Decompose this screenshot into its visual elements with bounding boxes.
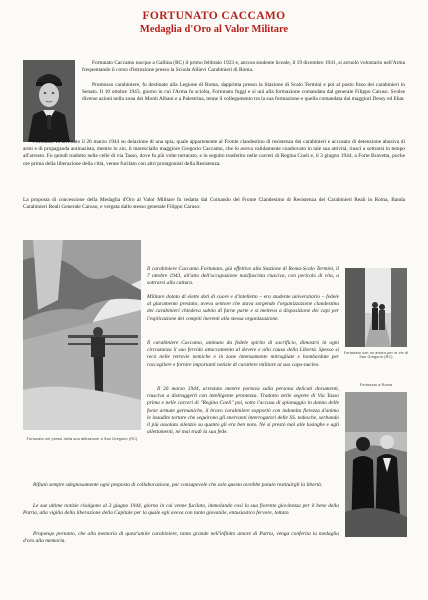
portrait-photo xyxy=(23,60,75,142)
quote-paragraph-1: Il carabiniere Caccamo Fortunato, già effettivo alla Stazione di Roma-Scalo Termini, il 7 ottobre 1943, all'atto dell'occupazione nazifascista riusciva, con pericolo di vita, a sottrarsi alla cattura. xyxy=(147,266,339,287)
quote-paragraph-4a: Il 26 marzo 1944, arrestato mentre portava sulla persona delicati documenti, riusciva a distruggerli con intelligente prontezza. Tradotto nelle segrete di Via Tasso prima e nelle carceri di "Regina Coeli" poi, sotto l'accusa di spionaggio in danno delle forze armate germaniche, il bravo carabiniere sopportò con indomita fierezza d'animo le inaudite torture che seguirono gli snervanti interrogatori delle SS. tedesche, serbando il più assoluto silenzio su quanto gli era ben noto. Né si prestò mai alle lusinghe e agli allettamenti, né mai tradì la sua fede. xyxy=(147,386,339,436)
caption-left: Fortunato nei pressi della sua abitazione a San Gregorio (RC) xyxy=(26,437,138,441)
quote-paragraph-3: Il carabiniere Caccamo, animato da fedele spirito di sacrificio, dimostrò in ogni circostanza il suo fervido attaccamento al dovere e alla causa della Libertà. Spesso si recò nelle retrovie nemiche e in zone intensamente mitragliate e bombardate per raccogliere e fornire importanti notizie di carattere militare al suo capo-nucleo. xyxy=(147,340,339,368)
photo-house xyxy=(23,240,141,430)
quote-paragraph-7: Proponqo pertanto, che alla memoria di quest'umile carabiniere, tanto grande nell'infinito amore di Patria, venga conferita la medaglia d'oro alla memoria. xyxy=(23,531,339,545)
photo-rome xyxy=(345,392,407,537)
bio-paragraph-1: Fortunato Caccamo nacque a Gallina (RC) il primo febbraio 1923 e, ancora studente liceale, il 19 dicembre 1941, si arruolò volontario nell'Arma frequentando il corso d'istruzione presso la Scuola Allievi Carabinieri di Roma. xyxy=(82,60,405,74)
page-title: FORTUNATO CACCAMO xyxy=(142,10,286,22)
quote-paragraph-6: Le sue ultime notizie risalgono al 3 giugno 1944, giorno in cui venne fucilato, immolando così la sua fiorente giovinezza per il bene della Patria, alla vigilia della liberazione della Capitale per la quale egli aveva con tanto giovanile, entusiastico fervore, lottato. xyxy=(23,503,339,517)
bio-paragraph-4: La proposta di concessione della Medaglia d'Oro al Valor Militare fu redatta dal Comando del Fronte Clandestino di Resistenza dei Carabinieri Reali in Roma, Banda Carabinieri Reali Generale Caruso, e vergata dallo stesso generale Filippo Caruso: xyxy=(23,197,405,211)
bio-paragraph-2: Promosso carabiniere, fu destinato alla Legione di Roma, dapprima presso la Stazione di Scalo Termini e poi al posto fisso dei carabinieri in Senato. Il 10 ottobre 1943, giorno in cui l'Arma fu sciolta, Fortunato fuggì e si unì alla formazione comandata dal generale Filippo Caruso. Svolse diverse azioni nella zona dei Monti Albani e a Palestrina, tenne il collegamento tra la sua formazione e quella comandata dai maggiori Dessy ed Ebat. xyxy=(82,82,405,103)
caption-right-bottom: Fortunato a Roma xyxy=(359,383,393,387)
caption-right-top: Fortunato con un amico per le vie di San Gregorio (RC) xyxy=(343,351,409,360)
bio-paragraph-3: Fortunato fu arrestato il 26 marzo 1944 su delazione di una spia, quale appartenente al Fronte clandestino di resistenza dei carabinieri e accusato di detenzione abusiva di armi e di propaganda antinazista, mentre lo zio, il maresciallo maggiore Gregorio Caccamo, che lo aveva validamente coadiuvato in tale sua attività, riuscì a sottrarsi in tempo all'arresto. Fu quindi tradotto nelle celle di via Tasso, dove fu più volte torturato, e in seguito trasferito nelle carceri di Regina Coeli e, il 3 giugno 1944, a Forte Bravetta, poche ore prima della liberazione della città, venne fucilato con altri protagonisti della Resistenza. xyxy=(23,139,405,167)
quote-paragraph-5: Rifiutò sempre sdegnosamente ogni proposta di collaborazione, pur consapevole che solo questo avrebbe potuto restituirgli la libertà. xyxy=(33,482,323,488)
quote-paragraph-2: Militare dotato di elette doti di cuore e d'intelletto – era studente universitario – fedele al giuramento prestato, aveva sentore che stava sorgendo l'organizzazione clandestina dei carabinieri chiedeva subito di farne parte e si metteva a disposizione dei capi per l'esplicazione dei compiti inerenti alla stessa organizzazione. xyxy=(147,294,339,322)
photo-street xyxy=(345,268,407,347)
page-subtitle: Medaglia d'Oro al Valor Militare xyxy=(139,24,289,35)
